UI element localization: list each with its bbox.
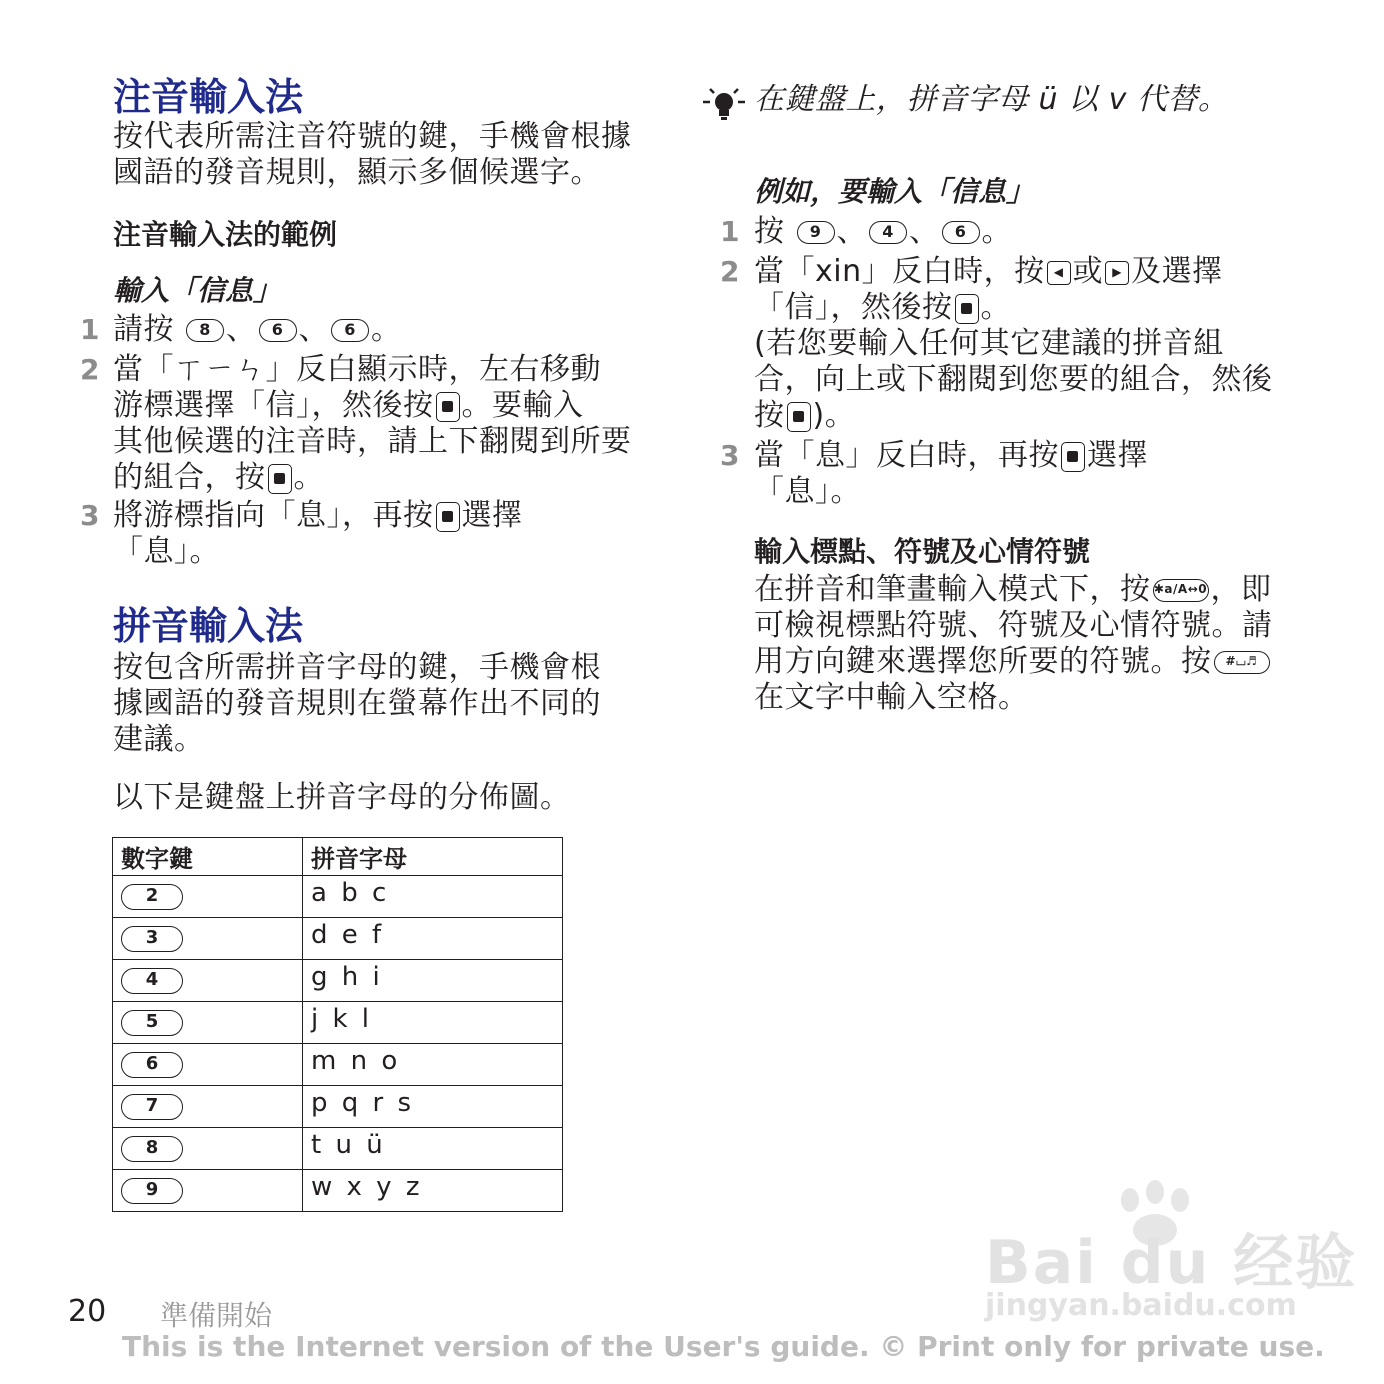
table-row xyxy=(113,1086,563,1128)
step-line xyxy=(754,254,1273,290)
step-text: 在文字中輸入空格。 xyxy=(754,680,1029,715)
key-5-icon: 5 xyxy=(121,1010,183,1036)
step-text: 的組合，按 xyxy=(113,460,266,495)
pinyin-desc-line: 建議。 xyxy=(113,722,205,757)
zhuyin-desc-line: 國語的發音規則，顯示多個候選字。 xyxy=(113,155,601,190)
step-text: 「息」。 xyxy=(754,474,861,509)
step-text: (若您要輸入任何其它建議的拼音組 xyxy=(754,326,1224,361)
step-text: 其他候選的注音時，請上下翻閱到所要 xyxy=(113,424,632,459)
step-text: 及選擇 xyxy=(1131,254,1223,289)
step-text: 按 xyxy=(754,398,785,433)
step-text: 當「xin」反白時，按 xyxy=(754,254,1045,289)
step-line xyxy=(754,572,1273,608)
pinyin-letters: p q r s xyxy=(303,1086,563,1128)
step-text: 。 xyxy=(371,312,402,347)
step-text: 。 xyxy=(293,460,324,495)
punctuation-description xyxy=(754,572,1273,716)
step-text: 。 xyxy=(980,290,1011,325)
lightbulb-tip-icon xyxy=(700,84,748,128)
pinyin-table-intro: 以下是鍵盤上拼音字母的分佈圖。 xyxy=(113,780,571,815)
table-row xyxy=(113,1044,563,1086)
table-header: 拼音字母 xyxy=(303,838,563,876)
zhuyin-step-1 xyxy=(113,312,402,348)
table-header: 數字鍵 xyxy=(113,838,303,876)
zhuyin-step-2 xyxy=(113,352,632,496)
zhuyin-desc-line: 按代表所需注音符號的鍵，手機會根據 xyxy=(113,119,632,154)
step-text: 或 xyxy=(1072,254,1104,289)
table-row xyxy=(113,1128,563,1170)
step-text: 選擇 xyxy=(461,498,523,533)
table-row xyxy=(113,960,563,1002)
watermark-brand: Bai du 经验 xyxy=(985,1228,1358,1298)
select-key-icon xyxy=(268,464,292,494)
step-number: 3 xyxy=(720,439,740,472)
separator: 、 xyxy=(298,312,330,347)
pinyin-letters: j k l xyxy=(303,1002,563,1044)
punctuation-heading: 輸入標點、符號及心情符號 xyxy=(754,535,1091,568)
star-key-icon: ✱a/A↔0 xyxy=(1153,579,1209,602)
step-text: 選擇 xyxy=(1087,438,1148,473)
nav-left-icon: ◀ xyxy=(1047,261,1071,285)
step-text: 「息」。 xyxy=(113,534,220,569)
key-8-icon: 8 xyxy=(186,319,224,342)
pinyin-letters: t u ü xyxy=(303,1128,563,1170)
step-text: 可檢視標點符號、符號及心情符號。請 xyxy=(754,608,1273,643)
pinyin-step-2 xyxy=(754,254,1273,434)
separator: 、 xyxy=(226,312,257,347)
step-text: 。 xyxy=(981,214,1013,249)
section-name: 準備開始 xyxy=(160,1299,273,1332)
select-key-icon xyxy=(436,502,460,532)
pinyin-step-3 xyxy=(754,438,1148,510)
step-text: 合，向上或下翻閱到您要的組合，然後 xyxy=(754,362,1273,397)
key-6-icon: 6 xyxy=(942,221,980,244)
step-text: 用方向鍵來選擇您所要的符號。按 xyxy=(754,644,1212,679)
pinyin-example-heading: 例如，要輸入「信息」 xyxy=(754,175,1035,208)
select-key-icon xyxy=(955,294,979,324)
step-number: 1 xyxy=(80,313,100,346)
step-text: 當「息」反白時，再按 xyxy=(754,438,1059,473)
internet-version-notice: This is the Internet version of the User's guide. © Print only for private use. xyxy=(122,1330,1325,1363)
step-text: 游標選擇「信」，然後按 xyxy=(113,388,434,423)
zhuyin-title: 注音輸入法 xyxy=(113,75,304,119)
key-7-icon: 7 xyxy=(121,1094,183,1120)
separator: 、 xyxy=(836,214,868,249)
key-4-icon: 4 xyxy=(869,221,907,244)
key-6-icon: 6 xyxy=(121,1052,183,1078)
step-number: 2 xyxy=(720,255,740,288)
key-9-icon: 9 xyxy=(797,221,835,244)
step-text: 當「ㄒㄧㄣ」反白顯示時，左右移動 xyxy=(113,352,601,387)
key-2-icon: 2 xyxy=(121,884,183,910)
zhuyin-example-heading: 注音輸入法的範例 xyxy=(113,218,338,251)
step-text: 按 xyxy=(754,214,785,249)
pinyin-desc-line: 據國語的發音規則在螢幕作出不同的 xyxy=(113,686,601,721)
key-9-icon: 9 xyxy=(121,1178,183,1204)
separator: 、 xyxy=(909,214,940,249)
table-row xyxy=(113,1002,563,1044)
table-header-row xyxy=(113,838,563,876)
pinyin-tip: 在鍵盤上，拼音字母 ü 以 v 代替。 xyxy=(754,82,1229,117)
zhuyin-step-3 xyxy=(113,498,523,570)
select-key-icon xyxy=(1061,442,1085,472)
step-text: ，即 xyxy=(1210,572,1272,607)
pinyin-desc-line: 按包含所需拼音字母的鍵，手機會根 xyxy=(113,650,601,685)
pinyin-step-1 xyxy=(754,214,1012,250)
step-number: 1 xyxy=(720,215,740,248)
table-row xyxy=(113,918,563,960)
key-6-icon: 6 xyxy=(259,319,297,342)
step-line xyxy=(754,290,1273,326)
key-3-icon: 3 xyxy=(121,926,183,952)
step-line xyxy=(754,398,1273,434)
page-number: 20 xyxy=(68,1294,107,1329)
step-text: )。 xyxy=(812,398,856,433)
pinyin-letters: g h i xyxy=(303,960,563,1002)
pinyin-letters: d e f xyxy=(303,918,563,960)
watermark-url: jingyan.baidu.com xyxy=(985,1288,1297,1323)
pinyin-letters: a b c xyxy=(303,876,563,918)
step-line xyxy=(113,460,632,496)
hash-key-icon: #⌴♬ xyxy=(1214,651,1270,674)
step-text: 在拼音和筆畫輸入模式下，按 xyxy=(754,572,1151,607)
step-line xyxy=(113,498,523,534)
step-text: 「信」，然後按 xyxy=(754,290,953,325)
nav-right-icon: ▶ xyxy=(1105,261,1129,285)
step-line xyxy=(754,438,1148,474)
key-8-icon: 8 xyxy=(121,1136,183,1162)
pinyin-letters: m n o xyxy=(303,1044,563,1086)
table-row xyxy=(113,1170,563,1212)
select-key-icon xyxy=(436,392,460,422)
table-row xyxy=(113,876,563,918)
step-text: 將游標指向「息」，再按 xyxy=(113,498,434,533)
step-number: 2 xyxy=(80,353,100,386)
zhuyin-description xyxy=(113,119,632,191)
select-key-icon xyxy=(787,402,811,432)
step-text: 請按 xyxy=(113,312,174,347)
pinyin-description xyxy=(113,650,601,758)
zhuyin-example-subheading: 輸入「信息」 xyxy=(113,274,282,307)
key-4-icon: 4 xyxy=(121,968,183,994)
pinyin-letters: w x y z xyxy=(303,1170,563,1212)
step-text: 。要輸入 xyxy=(461,388,584,423)
key-6-icon: 6 xyxy=(331,319,369,342)
step-line xyxy=(754,644,1273,680)
pinyin-key-table xyxy=(112,837,563,1212)
step-number: 3 xyxy=(80,499,100,532)
step-line xyxy=(113,388,632,424)
pinyin-title: 拼音輸入法 xyxy=(113,604,304,648)
